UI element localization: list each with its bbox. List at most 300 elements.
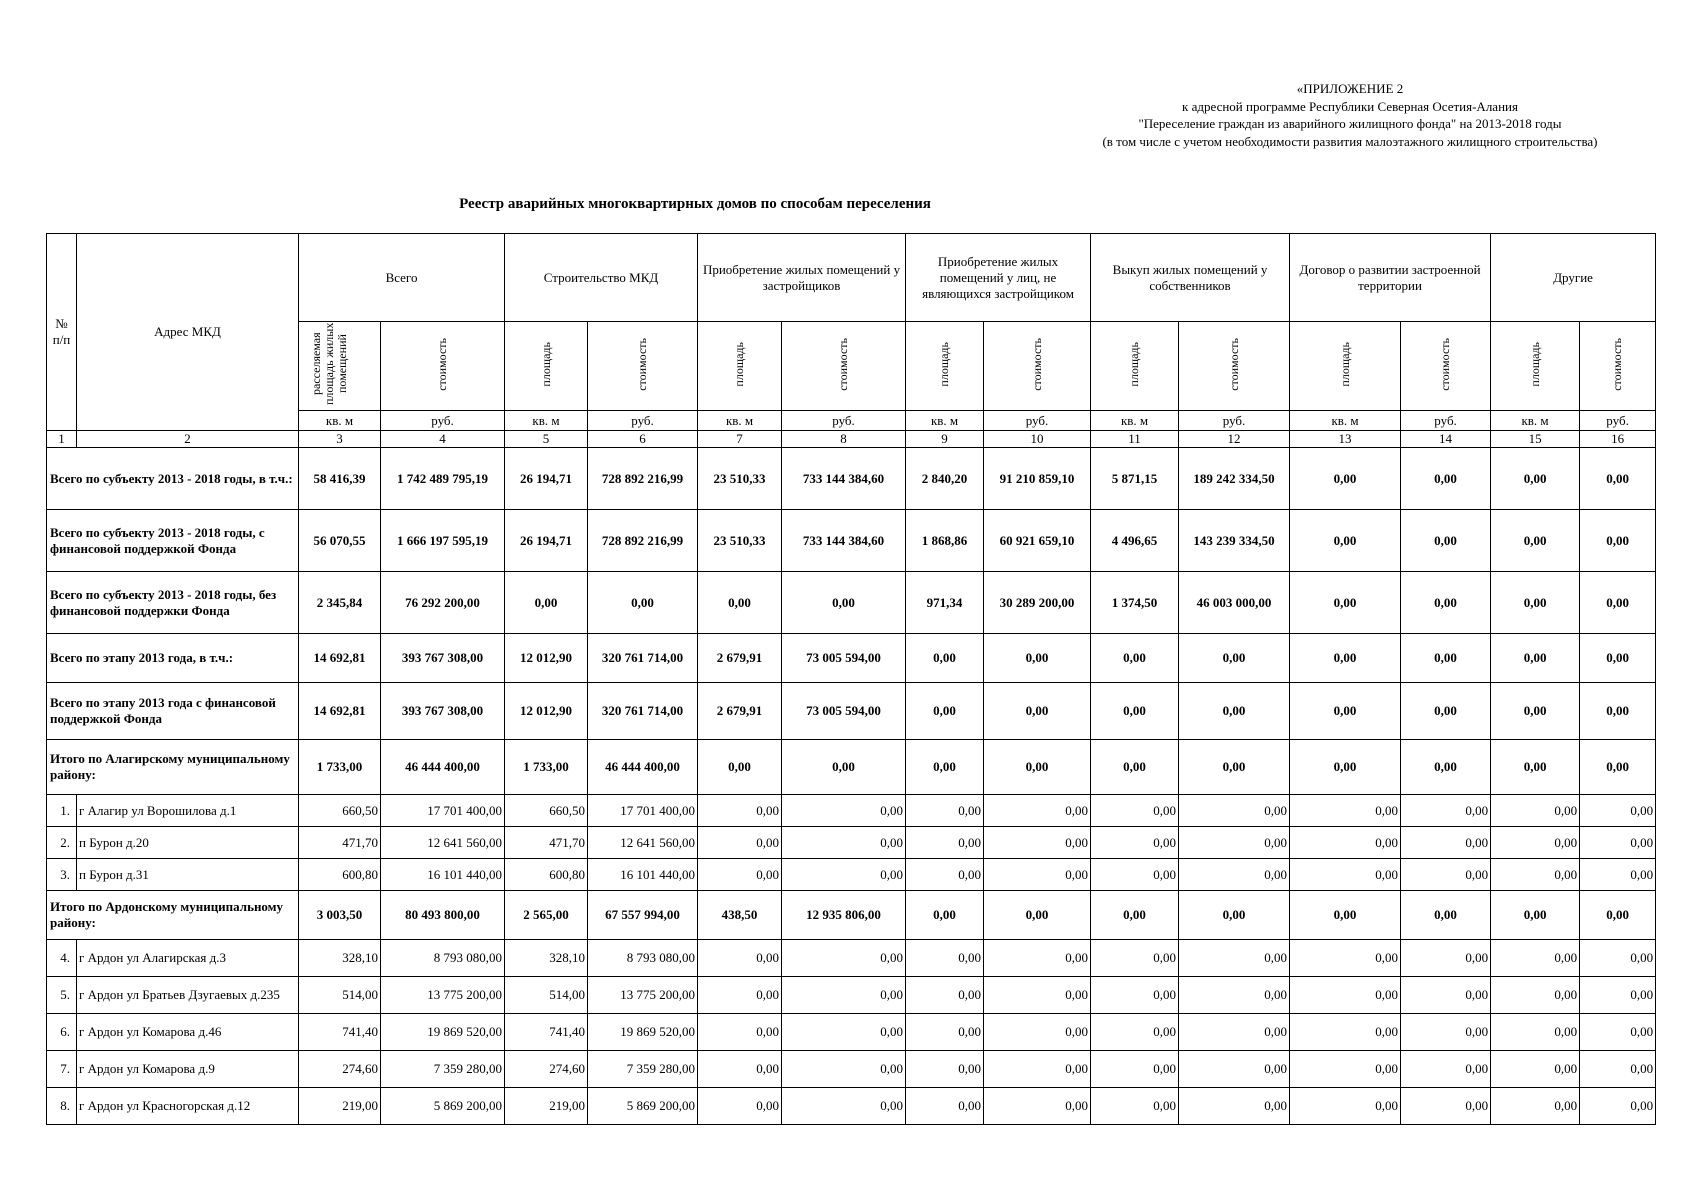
subheader-area: площадь xyxy=(906,322,984,411)
summary-value: 5 871,15 xyxy=(1091,448,1179,510)
summary-value: 46 003 000,00 xyxy=(1179,572,1290,634)
summary-value: 733 144 384,60 xyxy=(782,448,906,510)
row-address: п Бурон д.31 xyxy=(77,859,299,891)
subheader-cost: стоимость xyxy=(1401,322,1491,411)
unit-cost: руб. xyxy=(588,411,698,431)
summary-value: 0,00 xyxy=(984,891,1091,940)
row-value: 0,00 xyxy=(1401,827,1491,859)
column-number: 15 xyxy=(1491,431,1580,448)
row-number: 4. xyxy=(47,940,77,977)
row-value: 0,00 xyxy=(1491,795,1580,827)
header-group-developers: Приобретение жилых помещений у застройщиков xyxy=(698,234,906,322)
row-value: 328,10 xyxy=(299,940,381,977)
summary-row xyxy=(47,740,1656,795)
summary-value: 2 565,00 xyxy=(505,891,588,940)
summary-value: 14 692,81 xyxy=(299,683,381,740)
row-number: 2. xyxy=(47,827,77,859)
summary-value: 23 510,33 xyxy=(698,448,782,510)
summary-value: 0,00 xyxy=(1491,683,1580,740)
unit-cost: руб. xyxy=(1401,411,1491,431)
summary-value: 320 761 714,00 xyxy=(588,634,698,683)
header-group-buyout: Выкуп жилых помещений у собственников xyxy=(1091,234,1290,322)
row-value: 471,70 xyxy=(505,827,588,859)
subheader-cost: стоимость xyxy=(588,322,698,411)
header-group-construction: Строительство МКД xyxy=(505,234,698,322)
column-number: 16 xyxy=(1580,431,1656,448)
row-value: 0,00 xyxy=(698,795,782,827)
table-row xyxy=(47,859,1656,891)
row-value: 8 793 080,00 xyxy=(588,940,698,977)
row-value: 0,00 xyxy=(906,859,984,891)
row-value: 0,00 xyxy=(1491,1014,1580,1051)
row-value: 219,00 xyxy=(299,1088,381,1125)
row-value: 0,00 xyxy=(1580,859,1656,891)
row-value: 0,00 xyxy=(984,977,1091,1014)
row-value: 0,00 xyxy=(1580,795,1656,827)
table-row xyxy=(47,977,1656,1014)
summary-value: 0,00 xyxy=(1401,683,1491,740)
summary-row xyxy=(47,891,1656,940)
summary-value: 76 292 200,00 xyxy=(381,572,505,634)
row-address: г Ардон ул Комарова д.9 xyxy=(77,1051,299,1088)
row-value: 7 359 280,00 xyxy=(588,1051,698,1088)
summary-value: 0,00 xyxy=(1580,448,1656,510)
column-number: 14 xyxy=(1401,431,1491,448)
row-value: 0,00 xyxy=(1179,859,1290,891)
row-value: 0,00 xyxy=(984,827,1091,859)
table-row xyxy=(47,1088,1656,1125)
column-number: 7 xyxy=(698,431,782,448)
row-value: 12 641 560,00 xyxy=(588,827,698,859)
summary-value: 73 005 594,00 xyxy=(782,634,906,683)
row-value: 0,00 xyxy=(1401,859,1491,891)
row-value: 0,00 xyxy=(698,940,782,977)
summary-value: 0,00 xyxy=(1580,634,1656,683)
row-value: 0,00 xyxy=(1290,1051,1401,1088)
summary-value: 0,00 xyxy=(1290,891,1401,940)
row-value: 0,00 xyxy=(984,859,1091,891)
summary-value: 0,00 xyxy=(698,740,782,795)
row-value: 0,00 xyxy=(698,859,782,891)
summary-value: 0,00 xyxy=(1179,891,1290,940)
row-value: 0,00 xyxy=(984,940,1091,977)
summary-value: 30 289 200,00 xyxy=(984,572,1091,634)
subheader-cost: стоимость xyxy=(984,322,1091,411)
row-value: 0,00 xyxy=(1580,940,1656,977)
table-row xyxy=(47,940,1656,977)
unit-area: кв. м xyxy=(906,411,984,431)
table-row xyxy=(47,795,1656,827)
summary-value: 0,00 xyxy=(698,572,782,634)
summary-value: 0,00 xyxy=(1401,448,1491,510)
row-value: 0,00 xyxy=(782,977,906,1014)
row-value: 660,50 xyxy=(299,795,381,827)
summary-value: 2 679,91 xyxy=(698,683,782,740)
summary-value: 46 444 400,00 xyxy=(381,740,505,795)
summary-value: 0,00 xyxy=(1491,891,1580,940)
row-value: 0,00 xyxy=(1091,859,1179,891)
row-value: 16 101 440,00 xyxy=(381,859,505,891)
summary-value: 1 742 489 795,19 xyxy=(381,448,505,510)
row-value: 0,00 xyxy=(1290,940,1401,977)
table-row xyxy=(47,1051,1656,1088)
row-value: 8 793 080,00 xyxy=(381,940,505,977)
row-address: г Ардон ул Красногорская д.12 xyxy=(77,1088,299,1125)
unit-area: кв. м xyxy=(1290,411,1401,431)
summary-value: 80 493 800,00 xyxy=(381,891,505,940)
summary-value: 0,00 xyxy=(1401,510,1491,572)
row-value: 0,00 xyxy=(984,795,1091,827)
summary-value: 0,00 xyxy=(906,683,984,740)
row-value: 0,00 xyxy=(1179,940,1290,977)
summary-value: 0,00 xyxy=(1290,572,1401,634)
row-value: 0,00 xyxy=(1401,977,1491,1014)
summary-value: 3 003,50 xyxy=(299,891,381,940)
summary-value: 0,00 xyxy=(1580,572,1656,634)
row-value: 0,00 xyxy=(1290,1014,1401,1051)
row-value: 0,00 xyxy=(1091,1088,1179,1125)
row-value: 0,00 xyxy=(1491,940,1580,977)
summary-value: 1 666 197 595,19 xyxy=(381,510,505,572)
row-value: 0,00 xyxy=(906,795,984,827)
registry-table xyxy=(46,233,1656,1125)
header-address: Адрес МКД xyxy=(77,234,299,431)
summary-value: 0,00 xyxy=(1401,740,1491,795)
row-value: 600,80 xyxy=(299,859,381,891)
summary-value: 12 935 806,00 xyxy=(782,891,906,940)
summary-value: 0,00 xyxy=(1401,572,1491,634)
row-value: 0,00 xyxy=(1179,795,1290,827)
summary-label: Итого по Ардонскому муниципальному району: xyxy=(47,891,299,940)
unit-area: кв. м xyxy=(1091,411,1179,431)
summary-value: 26 194,71 xyxy=(505,510,588,572)
summary-value: 0,00 xyxy=(906,634,984,683)
summary-value: 0,00 xyxy=(1491,740,1580,795)
row-value: 0,00 xyxy=(1580,1014,1656,1051)
row-value: 274,60 xyxy=(299,1051,381,1088)
summary-value: 0,00 xyxy=(984,634,1091,683)
summary-value: 0,00 xyxy=(505,572,588,634)
column-number: 2 xyxy=(77,431,299,448)
column-number: 9 xyxy=(906,431,984,448)
row-value: 0,00 xyxy=(1491,859,1580,891)
row-value: 0,00 xyxy=(1580,827,1656,859)
summary-row xyxy=(47,510,1656,572)
header-line-2: к адресной программе Республики Северная Осетия-Алания xyxy=(1182,98,1518,114)
summary-value: 733 144 384,60 xyxy=(782,510,906,572)
summary-value: 0,00 xyxy=(1290,448,1401,510)
row-address: г Ардон ул Комарова д.46 xyxy=(77,1014,299,1051)
summary-value: 14 692,81 xyxy=(299,634,381,683)
row-value: 0,00 xyxy=(1580,1088,1656,1125)
summary-value: 0,00 xyxy=(588,572,698,634)
header-group-other: Другие xyxy=(1491,234,1656,322)
summary-value: 0,00 xyxy=(1401,891,1491,940)
summary-label: Всего по этапу 2013 года, в т.ч.: xyxy=(47,634,299,683)
subheader-area: площадь xyxy=(1091,322,1179,411)
summary-value: 1 733,00 xyxy=(299,740,381,795)
summary-value: 2 840,20 xyxy=(906,448,984,510)
row-value: 13 775 200,00 xyxy=(381,977,505,1014)
row-value: 0,00 xyxy=(782,1051,906,1088)
summary-label: Всего по этапу 2013 года с финансовой поддержкой Фонда xyxy=(47,683,299,740)
summary-label: Всего по субъекту 2013 - 2018 годы, без финансовой поддержки Фонда xyxy=(47,572,299,634)
row-value: 600,80 xyxy=(505,859,588,891)
summary-value: 0,00 xyxy=(1179,740,1290,795)
summary-value: 971,34 xyxy=(906,572,984,634)
summary-value: 438,50 xyxy=(698,891,782,940)
summary-value: 0,00 xyxy=(1580,510,1656,572)
row-value: 0,00 xyxy=(1091,977,1179,1014)
row-number: 5. xyxy=(47,977,77,1014)
column-number: 6 xyxy=(588,431,698,448)
row-value: 5 869 200,00 xyxy=(588,1088,698,1125)
summary-value: 1 868,86 xyxy=(906,510,984,572)
unit-area: кв. м xyxy=(698,411,782,431)
summary-value: 2 345,84 xyxy=(299,572,381,634)
column-number: 4 xyxy=(381,431,505,448)
row-value: 0,00 xyxy=(984,1088,1091,1125)
unit-area: кв. м xyxy=(505,411,588,431)
appendix-header xyxy=(1040,80,1660,150)
summary-value: 0,00 xyxy=(1580,891,1656,940)
summary-label: Итого по Алагирскому муниципальному району: xyxy=(47,740,299,795)
summary-value: 46 444 400,00 xyxy=(588,740,698,795)
subheader-cost: стоимость xyxy=(782,322,906,411)
summary-value: 0,00 xyxy=(984,683,1091,740)
document-title: Реестр аварийных многоквартирных домов по способам переселения xyxy=(459,196,931,212)
summary-value: 189 242 334,50 xyxy=(1179,448,1290,510)
row-value: 328,10 xyxy=(505,940,588,977)
unit-cost: руб. xyxy=(1179,411,1290,431)
summary-value: 0,00 xyxy=(1290,634,1401,683)
column-number: 13 xyxy=(1290,431,1401,448)
summary-value: 0,00 xyxy=(1401,634,1491,683)
summary-value: 58 416,39 xyxy=(299,448,381,510)
subheader-area: площадь xyxy=(1491,322,1580,411)
row-value: 0,00 xyxy=(906,1014,984,1051)
summary-value: 26 194,71 xyxy=(505,448,588,510)
summary-value: 0,00 xyxy=(1290,683,1401,740)
row-value: 0,00 xyxy=(1179,1088,1290,1125)
row-address: г Алагир ул Ворошилова д.1 xyxy=(77,795,299,827)
summary-value: 60 921 659,10 xyxy=(984,510,1091,572)
summary-value: 4 496,65 xyxy=(1091,510,1179,572)
subheader-area: площадь xyxy=(505,322,588,411)
summary-value: 0,00 xyxy=(906,740,984,795)
row-value: 0,00 xyxy=(1290,977,1401,1014)
row-value: 0,00 xyxy=(1401,940,1491,977)
row-value: 514,00 xyxy=(299,977,381,1014)
row-value: 741,40 xyxy=(505,1014,588,1051)
row-value: 16 101 440,00 xyxy=(588,859,698,891)
unit-cost: руб. xyxy=(984,411,1091,431)
header-row-groups xyxy=(47,234,1656,322)
row-value: 0,00 xyxy=(782,1088,906,1125)
row-value: 0,00 xyxy=(782,795,906,827)
summary-value: 728 892 216,99 xyxy=(588,510,698,572)
header-group-territory: Договор о развитии застроенной территории xyxy=(1290,234,1491,322)
summary-value: 0,00 xyxy=(1091,634,1179,683)
row-value: 741,40 xyxy=(299,1014,381,1051)
unit-cost: руб. xyxy=(782,411,906,431)
summary-value: 0,00 xyxy=(1491,510,1580,572)
row-value: 0,00 xyxy=(1290,827,1401,859)
row-value: 19 869 520,00 xyxy=(381,1014,505,1051)
table-body xyxy=(47,448,1656,1125)
row-number: 3. xyxy=(47,859,77,891)
summary-value: 1 374,50 xyxy=(1091,572,1179,634)
column-number: 1 xyxy=(47,431,77,448)
summary-row xyxy=(47,448,1656,510)
row-value: 0,00 xyxy=(782,940,906,977)
summary-value: 393 767 308,00 xyxy=(381,683,505,740)
row-value: 0,00 xyxy=(698,1051,782,1088)
row-value: 0,00 xyxy=(906,940,984,977)
row-value: 0,00 xyxy=(1091,1051,1179,1088)
column-number-row xyxy=(47,431,1656,448)
column-number: 5 xyxy=(505,431,588,448)
summary-value: 0,00 xyxy=(1491,572,1580,634)
row-value: 0,00 xyxy=(1179,1014,1290,1051)
summary-label: Всего по субъекту 2013 - 2018 годы, в т.ч.: xyxy=(47,448,299,510)
unit-area: кв. м xyxy=(1491,411,1580,431)
row-value: 0,00 xyxy=(1091,827,1179,859)
summary-value: 1 733,00 xyxy=(505,740,588,795)
row-value: 471,70 xyxy=(299,827,381,859)
summary-value: 56 070,55 xyxy=(299,510,381,572)
subheader-cost: стоимость xyxy=(1580,322,1656,411)
row-value: 17 701 400,00 xyxy=(381,795,505,827)
row-value: 0,00 xyxy=(1179,1051,1290,1088)
row-value: 0,00 xyxy=(1290,859,1401,891)
row-address: г Ардон ул Алагирская д.3 xyxy=(77,940,299,977)
row-value: 0,00 xyxy=(698,827,782,859)
row-value: 17 701 400,00 xyxy=(588,795,698,827)
summary-value: 728 892 216,99 xyxy=(588,448,698,510)
summary-value: 73 005 594,00 xyxy=(782,683,906,740)
summary-value: 0,00 xyxy=(1580,683,1656,740)
row-value: 0,00 xyxy=(1401,1014,1491,1051)
summary-value: 0,00 xyxy=(1091,891,1179,940)
row-value: 0,00 xyxy=(1580,1051,1656,1088)
summary-row xyxy=(47,572,1656,634)
row-value: 0,00 xyxy=(1401,795,1491,827)
subheader-cost: стоимость xyxy=(381,322,505,411)
header-group-total: Всего xyxy=(299,234,505,322)
column-number: 8 xyxy=(782,431,906,448)
row-value: 0,00 xyxy=(1580,977,1656,1014)
summary-value: 12 012,90 xyxy=(505,634,588,683)
summary-value: 0,00 xyxy=(984,740,1091,795)
summary-row xyxy=(47,683,1656,740)
header-line-4: (в том числе с учетом необходимости развития малоэтажного жилищного строительства) xyxy=(1102,133,1598,149)
row-value: 0,00 xyxy=(906,827,984,859)
summary-value: 2 679,91 xyxy=(698,634,782,683)
column-number: 3 xyxy=(299,431,381,448)
unit-cost: руб. xyxy=(1580,411,1656,431)
column-number: 11 xyxy=(1091,431,1179,448)
row-number: 6. xyxy=(47,1014,77,1051)
row-value: 0,00 xyxy=(1290,795,1401,827)
row-value: 514,00 xyxy=(505,977,588,1014)
summary-value: 320 761 714,00 xyxy=(588,683,698,740)
column-number: 12 xyxy=(1179,431,1290,448)
row-number: 8. xyxy=(47,1088,77,1125)
column-number: 10 xyxy=(984,431,1091,448)
subheader-resettled-area: расселяемая площадь жилых помещений xyxy=(299,322,381,411)
row-address: г Ардон ул Братьев Дзугаевых д.235 xyxy=(77,977,299,1014)
row-value: 0,00 xyxy=(906,1051,984,1088)
subheader-area: площадь xyxy=(1290,322,1401,411)
summary-value: 143 239 334,50 xyxy=(1179,510,1290,572)
row-address: п Бурон д.20 xyxy=(77,827,299,859)
row-value: 274,60 xyxy=(505,1051,588,1088)
row-value: 13 775 200,00 xyxy=(588,977,698,1014)
row-value: 0,00 xyxy=(1491,1051,1580,1088)
row-value: 0,00 xyxy=(782,859,906,891)
summary-value: 0,00 xyxy=(782,572,906,634)
table-row xyxy=(47,1014,1656,1051)
header-line-1: «ПРИЛОЖЕНИЕ 2 xyxy=(1296,81,1404,96)
row-value: 219,00 xyxy=(505,1088,588,1125)
row-value: 0,00 xyxy=(906,1088,984,1125)
row-value: 0,00 xyxy=(1091,1014,1179,1051)
summary-label: Всего по субъекту 2013 - 2018 годы, с финансовой поддержкой Фонда xyxy=(47,510,299,572)
summary-value: 0,00 xyxy=(1290,740,1401,795)
unit-area: кв. м xyxy=(299,411,381,431)
summary-value: 0,00 xyxy=(1580,740,1656,795)
row-value: 0,00 xyxy=(1290,1088,1401,1125)
row-value: 0,00 xyxy=(698,977,782,1014)
summary-row xyxy=(47,634,1656,683)
row-value: 19 869 520,00 xyxy=(588,1014,698,1051)
summary-value: 0,00 xyxy=(782,740,906,795)
summary-value: 0,00 xyxy=(1290,510,1401,572)
row-value: 0,00 xyxy=(1491,1088,1580,1125)
row-value: 660,50 xyxy=(505,795,588,827)
summary-value: 393 767 308,00 xyxy=(381,634,505,683)
row-value: 0,00 xyxy=(1179,977,1290,1014)
row-value: 0,00 xyxy=(698,1088,782,1125)
summary-value: 12 012,90 xyxy=(505,683,588,740)
summary-value: 0,00 xyxy=(1091,683,1179,740)
row-value: 7 359 280,00 xyxy=(381,1051,505,1088)
row-number: 1. xyxy=(47,795,77,827)
row-value: 0,00 xyxy=(1091,795,1179,827)
row-value: 0,00 xyxy=(782,1014,906,1051)
row-value: 0,00 xyxy=(1491,827,1580,859)
row-value: 0,00 xyxy=(984,1051,1091,1088)
row-value: 0,00 xyxy=(1491,977,1580,1014)
header-line-3: "Переселение граждан из аварийного жилищного фонда" на 2013-2018 годы xyxy=(1138,116,1562,131)
row-number: 7. xyxy=(47,1051,77,1088)
row-value: 0,00 xyxy=(698,1014,782,1051)
row-value: 12 641 560,00 xyxy=(381,827,505,859)
summary-value: 0,00 xyxy=(1091,740,1179,795)
unit-cost: руб. xyxy=(381,411,505,431)
row-value: 0,00 xyxy=(1401,1051,1491,1088)
row-value: 5 869 200,00 xyxy=(381,1088,505,1125)
summary-value: 0,00 xyxy=(1179,683,1290,740)
summary-value: 0,00 xyxy=(1179,634,1290,683)
summary-value: 23 510,33 xyxy=(698,510,782,572)
row-value: 0,00 xyxy=(906,977,984,1014)
table-row xyxy=(47,827,1656,859)
header-group-non-developers: Приобретение жилых помещений у лиц, не являющихся застройщиком xyxy=(906,234,1091,322)
summary-value: 91 210 859,10 xyxy=(984,448,1091,510)
header-num: № п/п xyxy=(47,234,77,431)
